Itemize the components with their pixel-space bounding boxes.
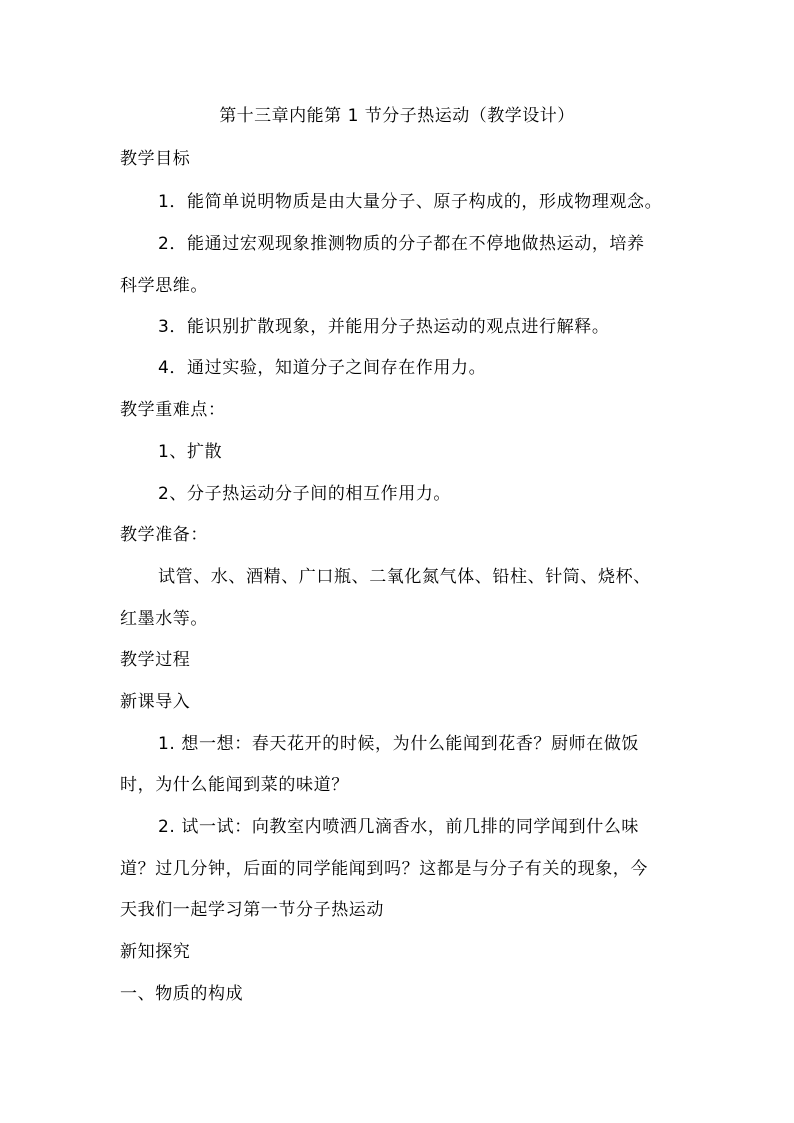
keypoint-item: 1、扩散 xyxy=(158,442,223,462)
preparation-text-continued: 红墨水等。 xyxy=(120,609,208,629)
preparation-heading: 教学准备： xyxy=(120,525,208,545)
intro-heading: 新课导入 xyxy=(120,692,191,712)
objective-item: 1．能简单说明物质是由大量分子、原子构成的，形成物理观念。 xyxy=(158,192,663,212)
intro-paragraph-continued: 道？过几分钟，后面的同学能闻到吗？这都是与分子有关的现象，今 xyxy=(120,859,648,879)
objective-item-continued: 科学思维。 xyxy=(120,276,208,296)
intro-paragraph: 2. 试一试：向教室内喷洒几滴香水，前几排的同学闻到什么味 xyxy=(158,817,640,837)
preparation-text: 试管、水、酒精、广口瓶、二氧化氮气体、铅柱、针筒、烧杯、 xyxy=(158,567,651,587)
section1-heading: 一、物质的构成 xyxy=(120,984,244,1004)
intro-paragraph-continued: 时，为什么能闻到菜的味道？ xyxy=(120,775,349,795)
intro-paragraph: 1. 想一想：春天花开的时候，为什么能闻到花香？厨师在做饭 xyxy=(158,734,640,754)
objective-item: 4．通过实验，知道分子之间存在作用力。 xyxy=(158,358,487,378)
document-title: 第十三章内能第 1 节分子热运动（教学设计） xyxy=(219,106,575,126)
keypoints-heading: 教学重难点： xyxy=(120,400,226,420)
objective-item: 3．能识别扩散现象，并能用分子热运动的观点进行解释。 xyxy=(158,317,610,337)
objectives-heading: 教学目标 xyxy=(120,149,191,169)
explore-heading: 新知探究 xyxy=(120,942,191,962)
intro-paragraph-continued: 天我们一起学习第一节分子热运动 xyxy=(120,900,384,920)
objective-item: 2．能通过宏观现象推测物质的分子都在不停地做热运动，培养 xyxy=(158,234,645,254)
keypoint-item: 2、分子热运动分子间的相互作用力。 xyxy=(158,484,452,504)
process-heading: 教学过程 xyxy=(120,650,191,670)
